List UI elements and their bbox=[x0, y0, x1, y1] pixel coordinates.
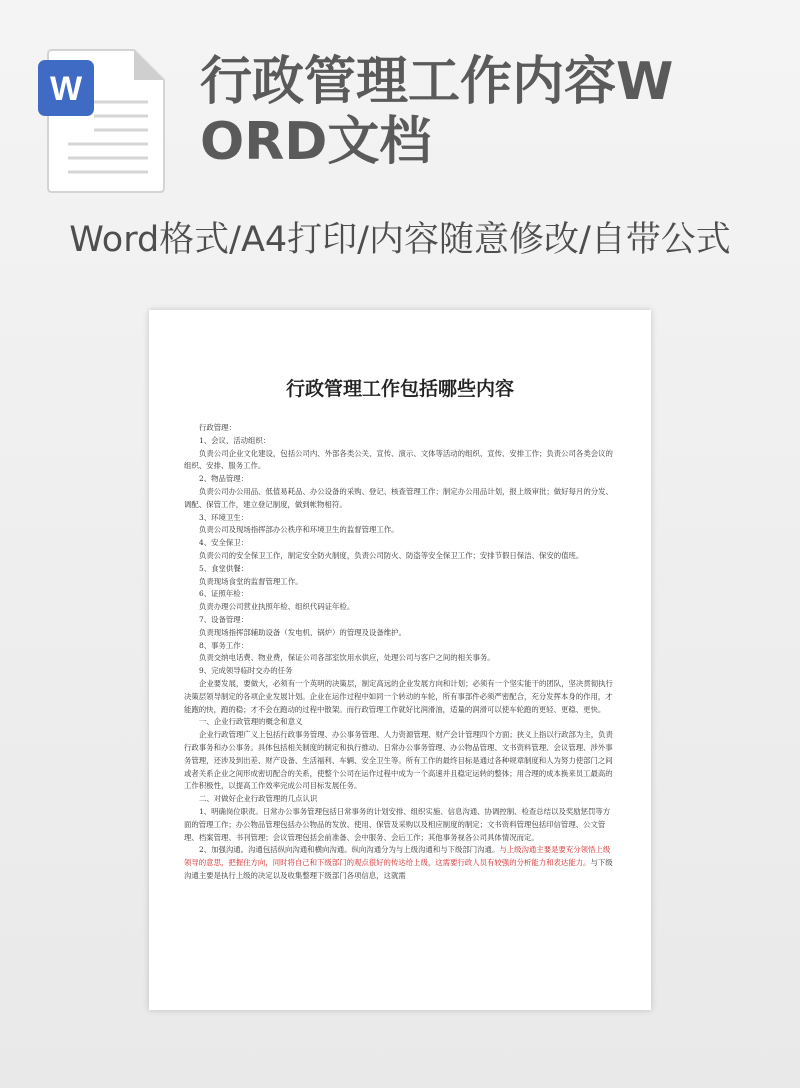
doc-paragraph: 企业行政管理广义上包括行政事务管理、办公事务管理、人力资源管理、财产会计管理四个方面；狭义上指以行政部为主，负责行政事务和办公事务。具体包括相关制度的制定和执行推动、日常办公事务管理、办公物品管理、文书资料管理、会议管理、涉外事务管理，还涉及到出差、财产设备、生活福利、车辆、安全卫生等。所有工作的最终目标是通过各种规章制度和人为努力使部门之间或者关系企业之间形成密切配合的关系，使整个公司在运作过程中成为一个高速并且稳定运转的整体；用合理的成本换来员工最高的工作积极性，以提高工作效率完成公司目标发展任务。 bbox=[184, 730, 613, 791]
page-title: 行政管理工作内容WORD文档 bbox=[200, 52, 674, 172]
doc-text: 2、加强沟通。沟通包括纵向沟通和横向沟通。纵向沟通分为与上级沟通和与下级部门沟通。 bbox=[199, 845, 500, 855]
doc-heading: 2、物品管理： bbox=[199, 474, 249, 484]
doc-paragraph: 负责公司及现场指挥部办公秩序和环境卫生的监督管理工作。 bbox=[199, 525, 399, 535]
doc-heading: 5、食堂供餐： bbox=[199, 563, 249, 573]
doc-heading: 行政管理： bbox=[199, 423, 236, 432]
word-file-icon bbox=[38, 44, 170, 196]
svg-text:W: W bbox=[49, 70, 83, 108]
document-body bbox=[184, 422, 616, 883]
doc-paragraph: 负责公司的安全保卫工作，制定安全防火制度，负责公司防火、防盗等安全保卫工作；安排节假日保洁、保安的值班。 bbox=[199, 550, 584, 560]
doc-heading: 6、证照年检： bbox=[199, 589, 249, 599]
doc-paragraph: 负责现场食堂的监督管理工作。 bbox=[199, 576, 303, 586]
document-page bbox=[149, 310, 651, 1010]
doc-paragraph: 负责公司企业文化建设，包括公司内、外部各类公关、宣传、演示、文体等活动的组织、宣传、安排工作；负责公司各类会议的组织、安排、服务工作。 bbox=[184, 448, 613, 471]
format-subtitle: Word格式/A4打印/内容随意修改/自带公式 bbox=[69, 220, 731, 260]
doc-heading: 9、完成领导临时交办的任务 bbox=[199, 666, 293, 676]
doc-paragraph: 负责公司办公用品、低值易耗品、办公设备的采购、登记、核查管理工作；制定办公用品计划，报上级审批；做好每月的分发、调配、保管工作，建立登记制度，做到帐物相符。 bbox=[184, 486, 613, 509]
doc-heading: 一、企业行政管理的概念和意义 bbox=[199, 717, 303, 727]
doc-paragraph: 负责现场指挥部辅助设备（发电机、锅炉）的管理及设备维护。 bbox=[199, 627, 406, 637]
doc-paragraph bbox=[184, 844, 616, 882]
doc-heading: 二、对做好企业行政管理的几点认识 bbox=[199, 794, 318, 804]
doc-highlight-text: 与上级沟通主要是要充分领悟上级领导的意思，把握住方向，同时将自己和下级部门的观点很好的传达给上级，这需要行政人员有较强的分析能力和表达能力。 bbox=[184, 845, 611, 868]
doc-heading: 4、安全保卫： bbox=[199, 538, 249, 548]
doc-heading: 8、事务工作： bbox=[199, 640, 249, 650]
doc-paragraph: 1、明确岗位职责。日常办公事务管理包括日常事务的计划安排、组织实施、信息沟通、协调控制、检查总结以及奖励惩罚等方面的管理工作；办公物品管理包括办公物品的发放、使用、保管及采购以及相应制度的制定；文书资料管理包括印信管理、公文管理、档案管理、书刊管理；会议管理包括会前准备、会中服务、会后工作；其他事务视各公司具体情况而定。 bbox=[184, 806, 611, 842]
document-title: 行政管理工作包括哪些内容 bbox=[285, 378, 514, 400]
doc-paragraph: 企业要发展，要做大，必须有一个英明的决策层，制定高远的企业发展方向和计划；必须有一个坚实能干的团队，坚决贯彻执行决策层领导制定的各项企业发展计划。企业在运作过程中如同一个转动的车轮，所有事部件必须严密配合，充分发挥本身的作用，才能跑的快，跑的稳；才不会在跑动的过程中散架。而行政管理工作就好比润滑油，适量的润滑可以使车轮跑的更轻、更稳、更快。 bbox=[184, 678, 613, 714]
doc-paragraph: 负责交纳电话费、物业费，保证公司各部室饮用水供应，处理公司与客户之间的相关事务。 bbox=[199, 653, 495, 663]
doc-heading: 3、环境卫生： bbox=[199, 512, 249, 522]
doc-heading: 1、会议、活动组织： bbox=[199, 435, 271, 445]
doc-heading: 7、设备管理： bbox=[199, 614, 249, 624]
doc-paragraph: 负责办理公司营业执照年检、组织代码证年检。 bbox=[199, 602, 355, 612]
doc-text: 与下级沟通主要是执行上级的决定以及收集整理下级部门各项信息，这就需 bbox=[184, 858, 613, 880]
